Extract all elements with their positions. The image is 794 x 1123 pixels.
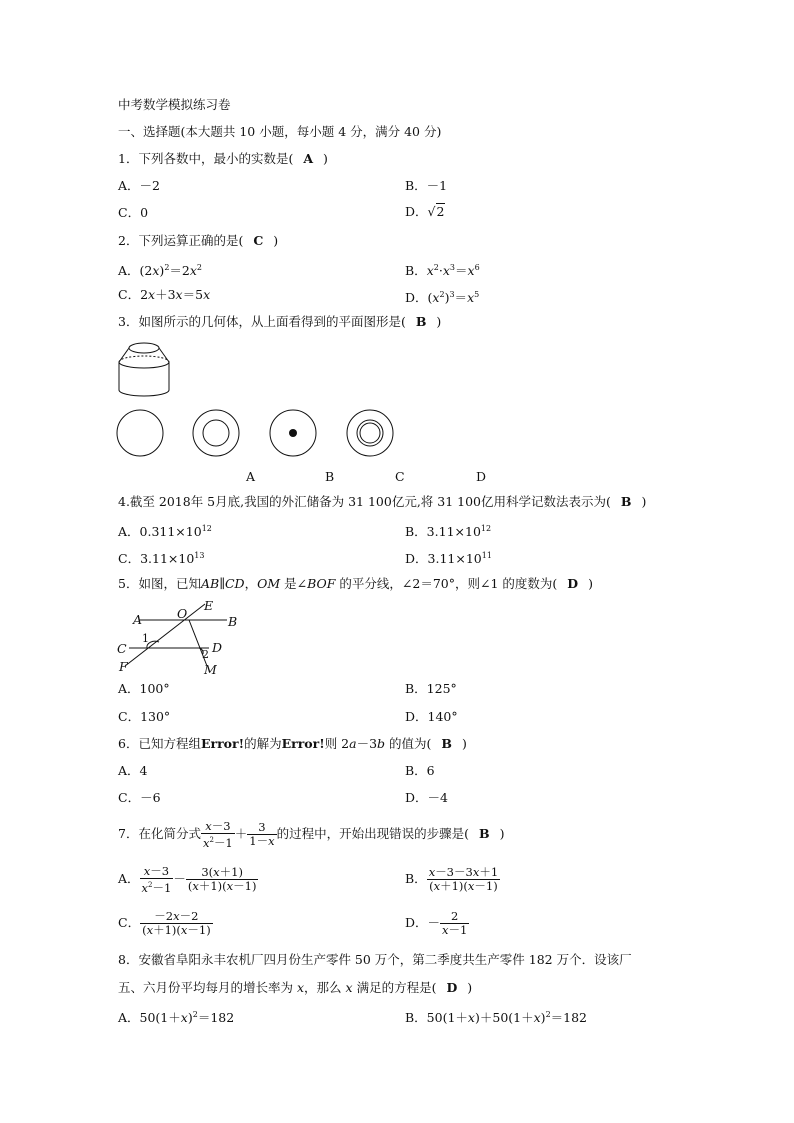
q6-choice-a: A．4	[118, 763, 148, 778]
q8-choice-a: A．$50(1+x)^2=182$	[118, 1010, 235, 1026]
q4-choice-b: B．$3.11\times 10^{12}$	[405, 524, 492, 540]
q8-stem-line2: 五、六月份平均每月的增长率为 x，那么 x 满足的方程是( D )	[118, 980, 473, 995]
option-d-shape	[347, 410, 393, 456]
q3-label-d: D	[476, 469, 487, 484]
q3-label-b: B	[325, 469, 335, 484]
q2-choice-d: D．$(x^2)^3=x^5$	[405, 290, 480, 306]
q6-answer: B	[441, 736, 452, 751]
page-title: 中考数学模拟练习卷	[118, 97, 231, 112]
q2-choice-a: A．$(2x)^2=2x^2$	[118, 263, 203, 279]
q5-choice-b: B．125°	[405, 681, 457, 696]
section-heading: 一、选择题(本大题共 10 小题，每小题 4 分，满分 40 分)	[118, 124, 442, 139]
q5-choice-a: A．100°	[118, 681, 170, 696]
q6-choice-d: D．－4	[405, 790, 448, 805]
point-b-label: B	[228, 614, 238, 629]
angle-1-label: 1	[142, 632, 149, 645]
q7-choice-b: B． $\frac{x-3-3x+1}{(x+1)(x-1)}$	[405, 865, 499, 893]
q1-choice-d: D．√2	[405, 204, 445, 219]
point-d-label: D	[212, 640, 223, 655]
sqrt-symbol: √	[427, 204, 436, 219]
angle-2-label: 2	[202, 648, 209, 661]
q6-stem: 6．已知方程组Error!的解为Error!则 2a－3b 的值为( B )	[118, 736, 467, 751]
q2-choice-c: C．2x＋3x＝5x	[118, 287, 211, 302]
q5-answer: D	[567, 576, 579, 591]
point-o-label: O	[177, 606, 188, 621]
q7-choice-d: D．－ $\frac{2}{x-1}$	[405, 909, 468, 937]
q5-choice-c: C．130°	[118, 709, 171, 724]
top-view-options	[112, 405, 412, 465]
q5-stem: 5．如图，已知AB∥CD，OM 是∠BOF 的平分线，∠2＝70°，则∠1 的度数为( D )	[118, 576, 593, 591]
q4-choice-d: D．$3.11\times 10^{11}$	[405, 551, 492, 567]
q1-choice-c: C．0	[118, 205, 149, 220]
q6-choice-c: C．－6	[118, 790, 161, 805]
q8-choice-b: B．$50(1+x)+50(1+x)^2=182$	[405, 1010, 588, 1026]
q4-stem: 4.截至 2018年 5月底,我国的外汇储备为 31 100亿元,将 31 100亿用科学记数法表示为( B )	[118, 494, 647, 509]
q1-choice-b: B．－1	[405, 178, 448, 193]
q1-stem: 1．下列各数中，最小的实数是( A )	[118, 151, 328, 166]
q4-choice-c: C．$3.11\times 10^{13}$	[118, 551, 205, 567]
q4-choice-a: A．$0.311\times 10^{12}$	[118, 524, 212, 540]
q8-stem-line1: 8．安徽省阜阳永丰农机厂四月份生产零件 50 万个，第二季度共生产零件 182 万个．设该厂	[118, 952, 632, 967]
q6-choice-b: B．6	[405, 763, 435, 778]
point-f-label: F	[119, 659, 128, 674]
q2-answer: C	[253, 233, 264, 248]
solid-figure	[112, 338, 176, 400]
q7-stem: 7．在化简分式 $\frac{x-3}{x^2-1}$ ＋ $\frac{3}{1-x}$ 的过程中，开始出现错误的步骤是( B )	[118, 818, 505, 850]
q8-answer: D	[446, 980, 458, 995]
option-c-shape	[270, 410, 316, 456]
q5-choice-d: D．140°	[405, 709, 458, 724]
point-e-label: E	[204, 598, 214, 613]
q3-label-a: A	[246, 469, 256, 484]
q2-choice-b: B．$x^2\cdot x^3=x^6$	[405, 263, 480, 279]
option-a-shape	[117, 410, 163, 456]
option-b-shape	[193, 410, 239, 456]
q3-stem: 3．如图所示的几何体，从上面看得到的平面图形是( B )	[118, 314, 442, 329]
point-c-label: C	[117, 641, 127, 656]
q1-choice-a: A．－2	[118, 178, 160, 193]
q4-answer: B	[620, 494, 632, 509]
q3-label-c: C	[395, 469, 405, 484]
point-a-label: A	[133, 612, 143, 627]
point-m-label: M	[204, 662, 217, 677]
q2-stem: 2．下列运算正确的是( C )	[118, 233, 279, 248]
q7-answer: B	[479, 826, 490, 841]
q7-choice-c: C． $\frac{-2x-2}{(x+1)(x-1)}$	[118, 909, 211, 937]
q3-answer: B	[415, 314, 427, 329]
q7-choice-a: A． $\frac{x-3}{x^2-1}$ － $\frac{3(x+1)}{(x+1)(x-1)}$	[118, 863, 257, 895]
q1-answer: A	[303, 151, 314, 166]
